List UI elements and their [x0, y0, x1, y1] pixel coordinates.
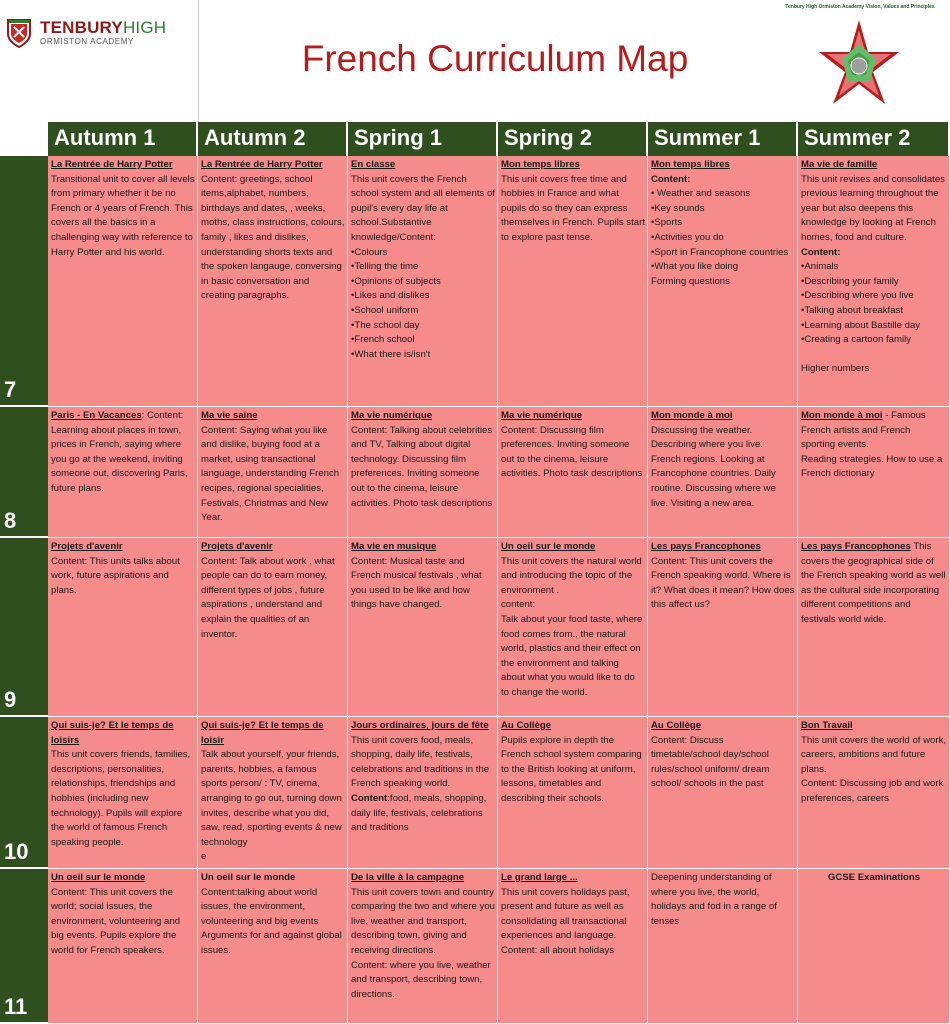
- unit-text-line: Transitional unit to cover all levels from primary whether it be no French or 4 years of French. This covers all the basics in a challenging way with reference to Harry Potter and his world.: [51, 173, 195, 258]
- unit-cell-y11-2: [198, 869, 348, 1024]
- unit-description: - Famous French artists and French sporting events.: [801, 410, 926, 451]
- year-label-8: [0, 407, 48, 538]
- unit-heading-line: [501, 719, 645, 734]
- unit-text-line: •Likes and dislikes: [351, 290, 430, 302]
- unit-title: Les pays Francophones: [801, 541, 911, 552]
- unit-cell-y11-6: [798, 869, 950, 1024]
- unit-cell-y11-5: [648, 869, 798, 1024]
- unit-title: Mon temps libres: [651, 159, 730, 170]
- unit-title: En classe: [351, 159, 396, 170]
- unit-description: : Content: Learning about places in town, prices in French, saying where you go at the weekend, inviting someone out, discovering Paris, future plans.: [51, 410, 188, 494]
- unit-text-line: Content: Discussing film preferences. Inviting someone out to the cinema, leisure activities. Photo task descriptions: [501, 424, 643, 480]
- unit-text-line: Talk about yourself, your friends, parents, hobbies, a famous sports person/ : TV, cinema, arranging to go out, turning down invites, describe what you did, saw, read, sporting events & new technology: [201, 749, 342, 848]
- unit-text-line: •Key sounds: [651, 202, 705, 214]
- unit-text-line: This unit covers friends, families, descriptions, personalities, relationships, friendships and hobbies (including new technology). Pupils will explore the world of famous French speaking people.: [51, 749, 191, 848]
- unit-text-line: •Sport in Francophone countries: [651, 246, 789, 258]
- unit-cell-y7-2: [198, 156, 348, 407]
- header-band: [0, 0, 950, 123]
- unit-title: Ma vie numérique: [501, 410, 583, 421]
- unit-title: La Rentrée de Harry Potter: [201, 159, 323, 170]
- year-number: 11: [4, 994, 28, 1019]
- unit-heading-line: [501, 158, 645, 173]
- unit-title: Mon monde à moi: [651, 410, 733, 421]
- unit-text-line: Content: Talk about work , what people can do to earn money, different types of jobs , future aspirations , understand and explain the qualities of an inventor.: [201, 555, 335, 640]
- unit-heading-line: [351, 719, 495, 734]
- unit-heading-line: [351, 871, 495, 886]
- unit-text-line: This unit revises and consolidates previous learning throughout the year but also deepens this knowledge by looking at French homes, food and culture.: [801, 173, 945, 243]
- unit-text-line: Content: greetings, school items,alphabet, numbers, birthdays and dates, , weeks, moths, class instructions, colours, family , likes and dislikes, understanding shorts texts and the spoken langauge, conversing in basic conversation and creating paragraphs.: [201, 173, 345, 302]
- unit-heading-line: [501, 409, 645, 424]
- unit-text-line: • Weather and seasons: [651, 188, 751, 200]
- term-header-row: [0, 122, 950, 156]
- unit-title: Le grand large ...: [501, 872, 578, 883]
- unit-text-line: Content: where you live, weather and transport, describing town, directions.: [351, 959, 491, 1000]
- unit-cell-y8-6: [798, 407, 950, 538]
- unit-text-line: Content: This unit covers the world; social issues, the environment, volunteering and big events. Pupils explore the world for French speakers.: [51, 886, 181, 956]
- unit-text-line: Reading strategies. How to use a French dictionary: [801, 453, 943, 480]
- unit-title: Mon temps libres: [501, 159, 580, 170]
- unit-cell-y9-6: [798, 538, 950, 717]
- unit-text-line: Deepening understanding of where you live, the world, holidays and fod in a range of tenses: [651, 872, 777, 927]
- unit-cell-y9-4: [498, 538, 648, 717]
- unit-text-line: •Sports: [651, 217, 683, 229]
- unit-text-line: Content:talking about world issues, the environment, volunteering and big events: [201, 886, 319, 927]
- unit-text-line: •Activities you do: [651, 231, 724, 243]
- unit-title: Jours ordinaires, jours de fête: [351, 720, 489, 731]
- unit-title: Ma vie de famille: [801, 159, 878, 170]
- unit-title: Ma vie numérique: [351, 410, 433, 421]
- year-label-7: [0, 156, 48, 407]
- unit-text-line: This unit covers free time and hobbies in France and what pupils do so they can express themselves in French. Pupils start to explore past tense.: [501, 173, 645, 243]
- unit-cell-y10-2: [198, 717, 348, 869]
- unit-heading-line: [201, 409, 345, 424]
- content-line: [801, 246, 947, 261]
- unit-text-line: •Telling the time: [351, 261, 419, 273]
- unit-text-line: This unit covers food, meals, shopping, daily life, festivals, celebrations and traditions in the French speaking world.: [351, 734, 490, 790]
- unit-cell-y9-2: [198, 538, 348, 717]
- unit-heading-line: [351, 540, 495, 555]
- unit-text-line: Content: Discuss timetable/school day/school rules/school uniform/ dream school/ schools in the past: [651, 734, 770, 790]
- unit-cell-y7-6: [798, 156, 950, 407]
- unit-text-line: Arguments for and against global issues.: [201, 930, 342, 956]
- unit-text-line: •Animals: [801, 261, 839, 273]
- unit-title: Un oeil sur le monde: [501, 541, 596, 552]
- year-number: 10: [4, 839, 29, 864]
- vision-title: Tenbury High Ormiston Academy Vision, Values and Principles: [785, 4, 935, 10]
- unit-text-line: Content: all about holidays: [501, 944, 615, 956]
- unit-text-line: Higher numbers: [801, 363, 870, 375]
- crest-icon: [6, 18, 32, 48]
- unit-heading-line: [651, 540, 795, 555]
- unit-cell-y7-5: [648, 156, 798, 407]
- unit-heading-line: [201, 158, 345, 173]
- unit-text-line: Content: Discussing job and work preferences, careers: [801, 778, 944, 804]
- unit-description: This covers the geographical side of the French speaking world as well as the cultural side incorporating different competitions and festivals world wide.: [801, 541, 946, 625]
- unit-title: Paris - En Vacances: [51, 410, 142, 421]
- unit-cell-y8-2: [198, 407, 348, 538]
- unit-cell-y7-1: [48, 156, 198, 407]
- unit-title: Qui suis-je? Et le temps de loisir: [201, 720, 324, 746]
- school-name: TENBURYHIGH: [40, 18, 167, 37]
- year-number: 7: [4, 377, 17, 402]
- unit-cell-y11-1: [48, 869, 198, 1024]
- school-subtitle: ORMISTON ACADEMY: [40, 37, 134, 46]
- unit-heading-line: [51, 719, 195, 748]
- unit-heading-line: [801, 871, 947, 886]
- unit-text-line: This unit covers the world of work, careers, ambitions and future plans.: [801, 734, 947, 775]
- unit-text-line: •Describing where you live: [801, 290, 914, 302]
- unit-text-line: content:: [501, 599, 536, 611]
- unit-text-line: This unit covers town and country comparing the two and where you live, weather and transport, describing town, giving and receiving directions.: [351, 886, 495, 956]
- term-header-summer-1: Summer 1: [648, 122, 798, 156]
- unit-title: Les pays Francophones: [651, 541, 761, 552]
- content-label: Content:: [651, 173, 691, 185]
- unit-title: La Rentrée de Harry Potter: [51, 159, 173, 170]
- unit-heading-line: [51, 540, 195, 555]
- unit-text-line: •Creating a cartoon family: [801, 334, 912, 346]
- unit-title: Ma vie en musique: [351, 541, 437, 552]
- unit-heading-line: [651, 719, 795, 734]
- unit-text-line: •What you like doing: [651, 261, 739, 273]
- unit-text-line: •French school: [351, 334, 415, 346]
- year-label-11: [0, 869, 48, 1024]
- unit-text-line: Pupils explore in depth the French school system comparing to the British looking at uniform, lessons, timetables and describing their schools.: [501, 734, 642, 804]
- unit-cell-y7-3: [348, 156, 498, 407]
- unit-text-line: [801, 348, 947, 363]
- unit-cell-y11-4: [498, 869, 648, 1024]
- unit-heading-line: [201, 719, 345, 748]
- unit-title: Mon monde à moi: [801, 410, 883, 421]
- unit-cell-y8-4: [498, 407, 648, 538]
- unit-title: Un oeil sur le monde: [51, 872, 146, 883]
- unit-text-line: •The school day: [351, 319, 420, 331]
- unit-title: De la ville à la campagne: [351, 872, 465, 883]
- unit-heading-line: [51, 409, 195, 497]
- unit-cell-y10-6: [798, 717, 950, 869]
- vision-values-diagram: [770, 2, 948, 120]
- page-title: French Curriculum Map: [301, 38, 689, 79]
- unit-text-line: •School uniform: [351, 304, 419, 316]
- unit-text-line: Content: Saying what you like and dislike, buying food at a market, using transactional language, understanding French recipes, regional specialities, Festivals, Christmas and New Year.: [201, 424, 340, 524]
- unit-title: Projets d'avenir: [201, 541, 273, 552]
- unit-cell-y8-1: [48, 407, 198, 538]
- unit-text-line: Talk about your food taste, where food comes from., the natural world, plastics and their effect on the environment and talking about what you would like to do to change the world.: [501, 613, 643, 698]
- unit-cell-y8-5: [648, 407, 798, 538]
- unit-cell-y11-3: [348, 869, 498, 1024]
- term-header-spring-1: Spring 1: [348, 122, 498, 156]
- unit-cell-y9-3: [348, 538, 498, 717]
- unit-heading-line: [651, 409, 795, 424]
- unit-cell-y10-1: [48, 717, 198, 869]
- vision-star-graphic: [770, 2, 948, 120]
- unit-cell-y10-3: [348, 717, 498, 869]
- unit-text-line: Discussing the weather. Describing where you live. French regions. Looking at Francophone countries. Daily routine. Discussing where we live. Visiting a new area.: [651, 424, 776, 509]
- unit-cell-y7-4: [498, 156, 648, 407]
- corner-cell: [0, 122, 49, 156]
- term-header-autumn-2: Autumn 2: [198, 122, 348, 156]
- unit-text-line: e: [201, 851, 207, 863]
- unit-cell-y8-3: [348, 407, 498, 538]
- unit-heading-line: [351, 158, 495, 173]
- unit-cell-y10-5: [648, 717, 798, 869]
- term-header-spring-2: Spring 2: [498, 122, 648, 156]
- unit-text-line: •Talking about breakfast: [801, 304, 904, 316]
- term-header-autumn-1: Autumn 1: [48, 122, 198, 156]
- unit-title: Qui suis-je? Et le temps de loisirs: [51, 720, 174, 746]
- unit-heading-line: [351, 409, 495, 424]
- unit-heading-line: [51, 871, 195, 886]
- unit-heading-line: [651, 158, 795, 173]
- unit-text-line: Content: Musical taste and French musical festivals , what you used to be like and how things have changed.: [351, 555, 482, 611]
- unit-text-line: •Colours: [351, 246, 388, 258]
- unit-title: Au Collège: [651, 720, 702, 731]
- unit-title: Un oeil sur le monde: [201, 872, 296, 883]
- unit-text-line: •Learning about Bastille day: [801, 319, 921, 331]
- unit-heading-line: [801, 719, 947, 734]
- unit-cell-y10-4: [498, 717, 648, 869]
- unit-text-line: This unit covers the natural world and introducing the topic of the environment .: [501, 555, 642, 596]
- unit-heading-line: [51, 158, 195, 173]
- unit-text-line: •Opinions of subjects: [351, 275, 441, 287]
- unit-title: Au Collège: [501, 720, 552, 731]
- content-line: [351, 792, 495, 836]
- unit-title: GCSE Examinations: [827, 872, 921, 883]
- content-text: :food, meals, shopping, daily life, festivals, celebrations and traditions: [351, 792, 487, 834]
- unit-heading-line: [501, 871, 645, 886]
- term-header-summer-2: Summer 2: [798, 122, 950, 156]
- unit-text-line: •Describing your family: [801, 275, 899, 287]
- unit-heading-line: [801, 158, 947, 173]
- year-label-10: [0, 717, 48, 869]
- school-logo: [0, 0, 199, 122]
- year-number: 9: [4, 687, 17, 712]
- unit-cell-y9-1: [48, 538, 198, 717]
- content-label: Content: [351, 792, 388, 804]
- year-label-9: [0, 538, 48, 717]
- unit-text-line: Forming questions: [651, 275, 730, 287]
- unit-title: Ma vie saine: [201, 410, 258, 421]
- unit-cell-y9-5: [648, 538, 798, 717]
- unit-text-line: Content: This units talks about work, future aspirations and plans.: [51, 555, 180, 596]
- unit-heading-line: [801, 409, 947, 453]
- unit-text-line: Content: This unit covers the French speaking world. Where is it? What does it mean? How does this affect us?: [651, 555, 795, 611]
- content-label: Content:: [801, 246, 841, 258]
- unit-text-line: This unit covers holidays past, present and future as well as consolidating all transactional experiences and language.: [501, 886, 630, 942]
- unit-text-line: •What there is/isn't: [351, 348, 431, 360]
- year-number: 8: [4, 508, 17, 533]
- unit-title: Projets d'avenir: [51, 541, 123, 552]
- unit-heading-line: [201, 540, 345, 555]
- unit-title: Bon Travail: [801, 720, 853, 731]
- unit-text-line: Content: Talking about celebrities and TV, Talking about digital technology. Discussing film preferences. Inviting someone out to the cinema, leisure activities. Photo task descriptions: [351, 424, 493, 509]
- unit-heading-line: [501, 540, 645, 555]
- unit-text-line: This unit covers the French school system and all elements of pupil's every day life at school.Substantive knowledge/Content:: [351, 173, 495, 243]
- unit-heading-line: [801, 540, 947, 628]
- unit-heading-line: [201, 871, 345, 886]
